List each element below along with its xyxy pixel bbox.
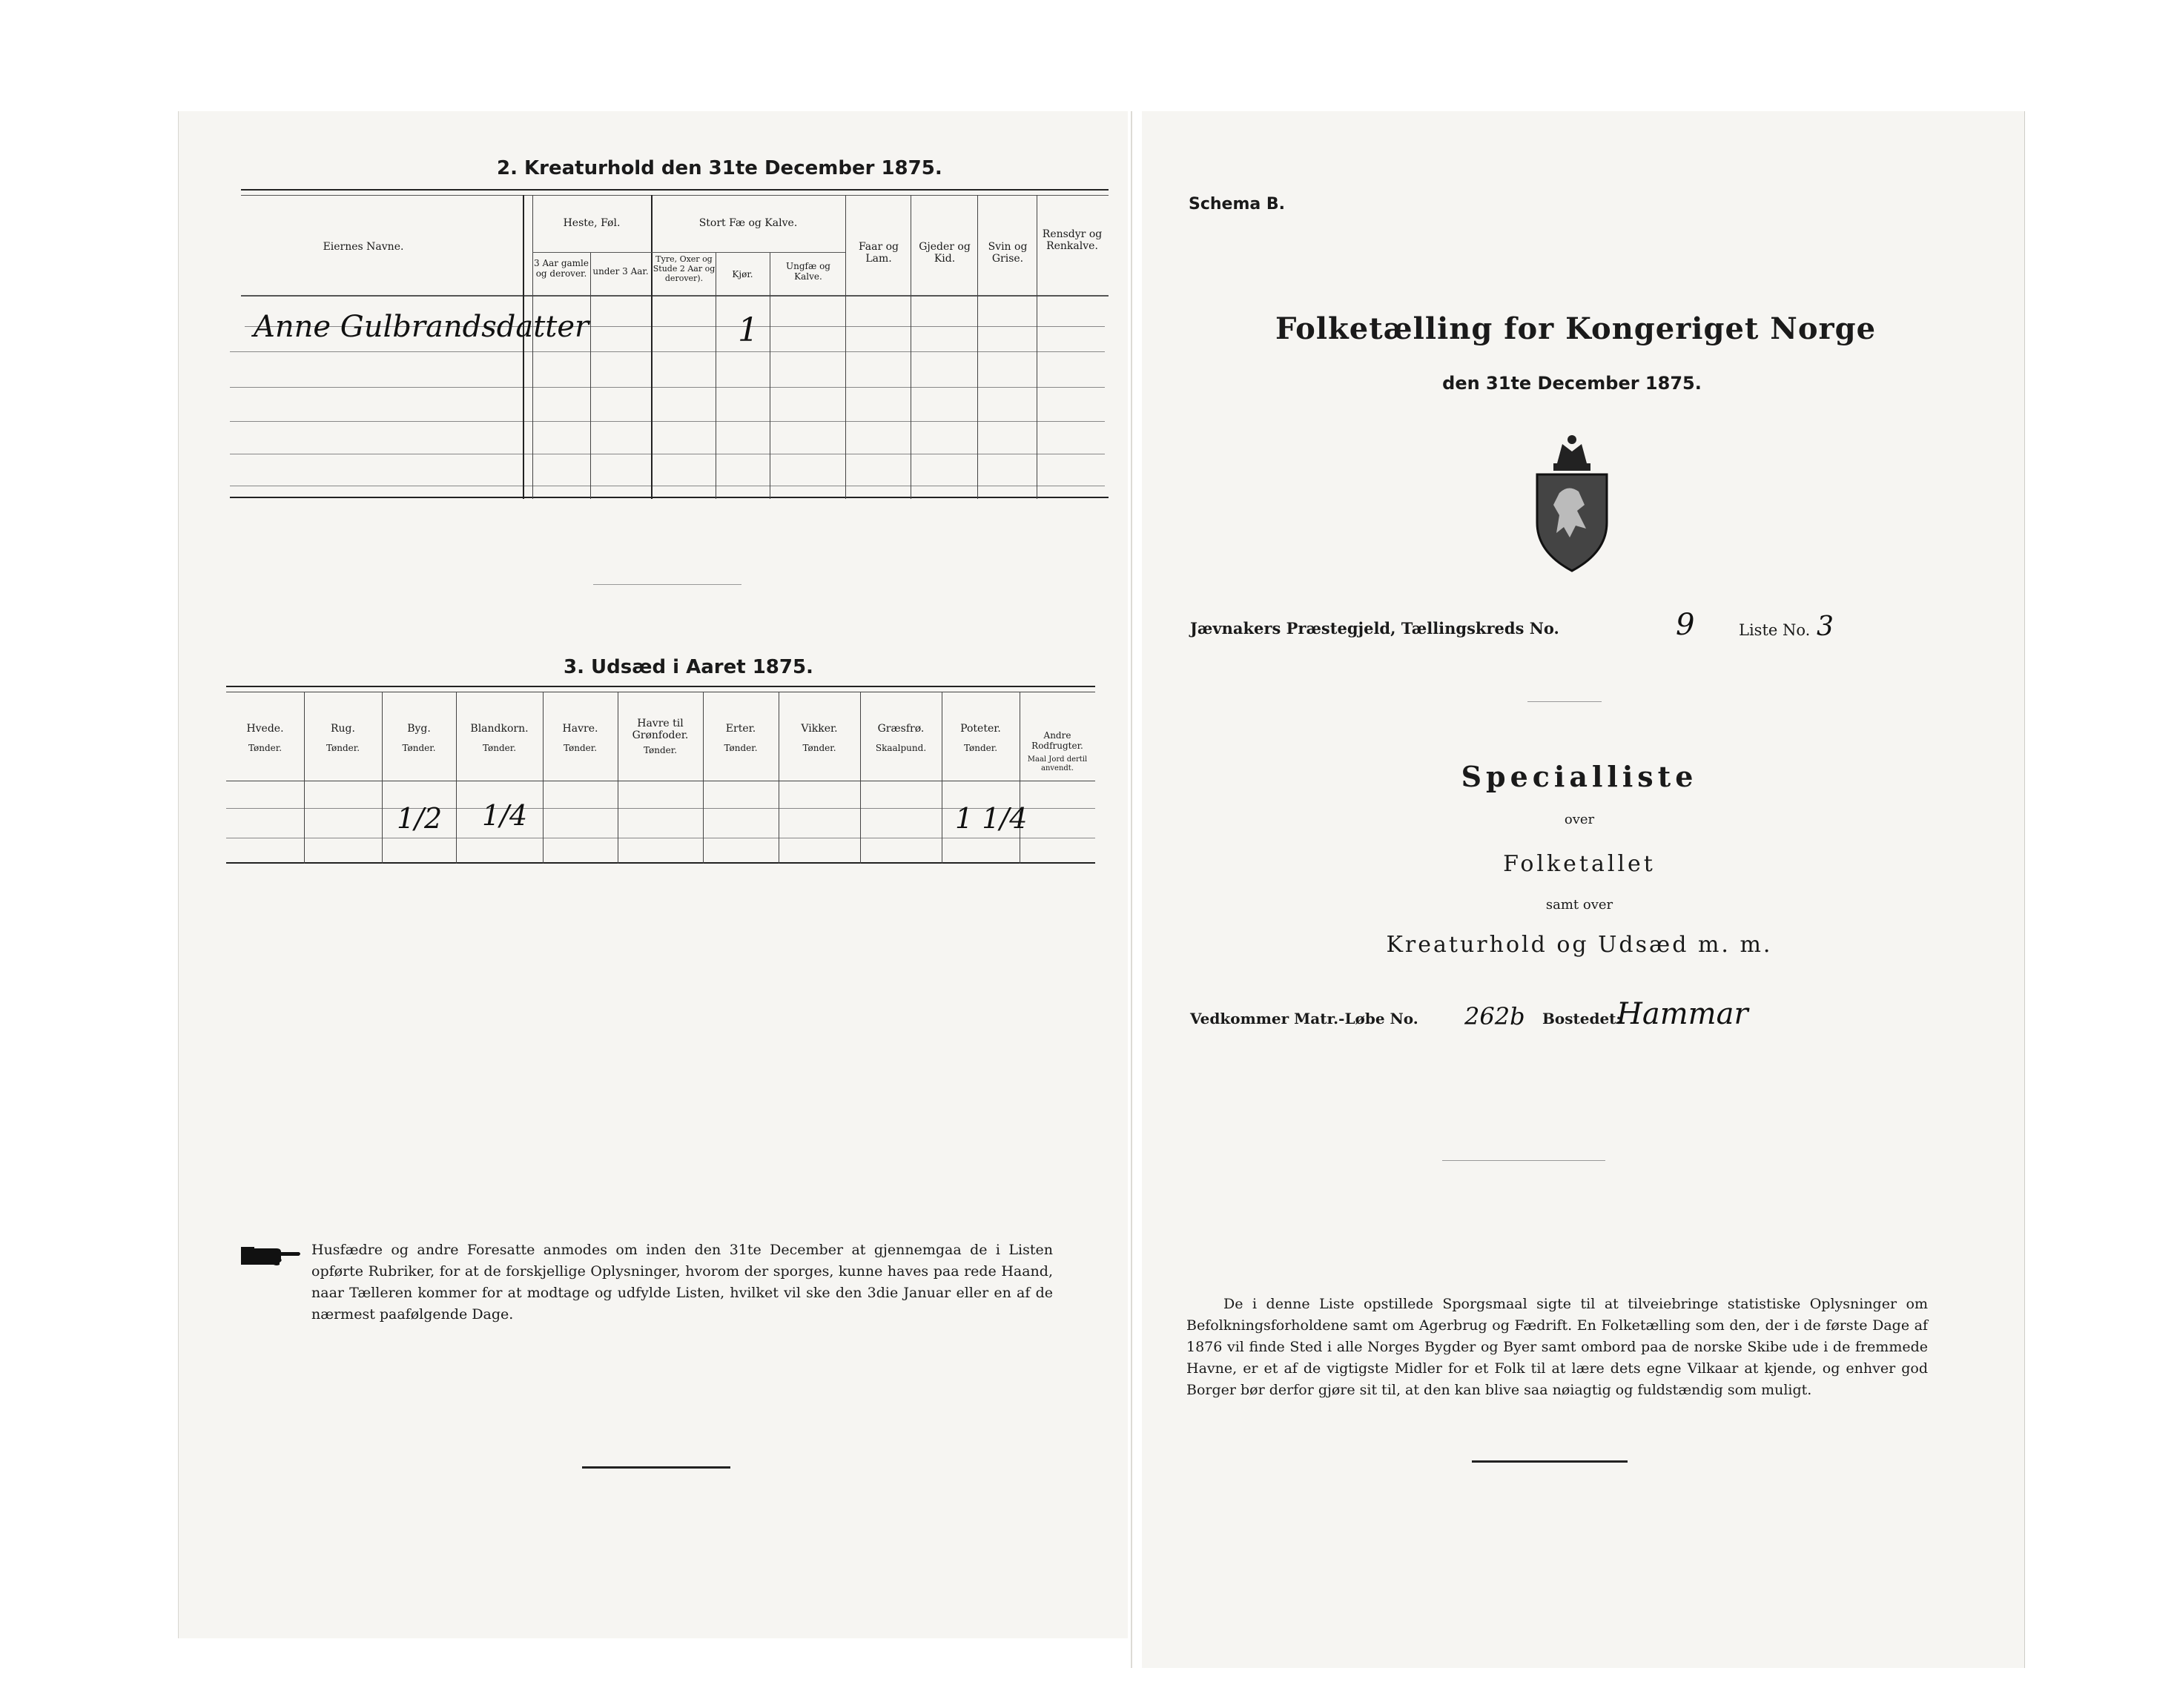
reindeer-header: Rensdyr og Renkalve. xyxy=(1042,228,1103,252)
parish-line: Jævnakers Præstegjeld, Tællingskreds No. xyxy=(1190,619,1559,638)
young-cattle-header: Ungfæ og Kalve. xyxy=(786,261,830,282)
seed-header-havre: Havre. xyxy=(562,723,598,735)
coat-of-arms-icon xyxy=(1524,434,1620,575)
cows-count-entry: 1 xyxy=(738,311,759,349)
over-label: over xyxy=(1564,812,1595,827)
seed-unit-vikker: Tønder. xyxy=(802,743,836,753)
livestock-title: 2. Kreaturhold den 31te December 1875. xyxy=(497,157,942,179)
cows-header: Kjør. xyxy=(732,269,753,279)
folketallet-title: Folketallet xyxy=(1503,851,1656,877)
blandkorn-entry: 1/4 xyxy=(482,799,528,832)
divider xyxy=(1527,701,1602,702)
bottom-rule-right xyxy=(1472,1460,1628,1463)
seed-unit-hvede: Tønder. xyxy=(248,743,283,753)
liste-label: Liste No. xyxy=(1739,621,1811,639)
bosted-label: Bostedet: xyxy=(1542,1010,1622,1027)
kreaturhold-title: Kreaturhold og Udsæd m. m. xyxy=(1386,932,1773,958)
horses-under3-header: under 3 Aar. xyxy=(592,266,649,277)
census-title: Folketælling for Kongeriget Norge xyxy=(1275,311,1877,346)
sheep-header: Faar og Lam. xyxy=(859,241,899,265)
seed-title: 3. Udsæd i Aaret 1875. xyxy=(564,656,813,678)
seed-header-poteter: Poteter. xyxy=(960,723,1001,735)
seed-unit-blandkorn: Tønder. xyxy=(482,743,517,753)
seed-unit-gronfoder: Tønder. xyxy=(643,745,678,755)
cattle-group-header: Stort Fæ og Kalve. xyxy=(698,217,798,229)
page-fold xyxy=(1131,111,1132,1668)
census-date: den 31te December 1875. xyxy=(1442,373,1702,394)
seed-unit-byg: Tønder. xyxy=(402,743,436,753)
seed-unit-poteter: Tønder. xyxy=(963,743,998,753)
divider xyxy=(1442,1160,1605,1161)
seed-header-byg: Byg. xyxy=(407,723,431,735)
seed-header-blandkorn: Blandkorn. xyxy=(470,723,529,735)
schema-label: Schema B. xyxy=(1189,195,1286,214)
goats-header: Gjeder og Kid. xyxy=(919,241,971,265)
bulls-header: Tyre, Oxer og Stude 2 Aar og derover). xyxy=(653,254,716,283)
seed-header-gronfoder: Havre til Grønfoder. xyxy=(632,718,689,741)
owner-name-entry: Anne Gulbrandsdatter xyxy=(254,310,589,344)
seed-header-rodfrugter: Andre Rodfrugter. xyxy=(1031,730,1083,751)
seed-unit-rug: Tønder. xyxy=(326,743,360,753)
seed-header-erter: Erter. xyxy=(725,723,756,735)
matr-label: Vedkommer Matr.-Løbe No. xyxy=(1190,1010,1418,1027)
matr-number: 262b xyxy=(1464,1002,1525,1030)
seed-header-hvede: Hvede. xyxy=(246,723,284,735)
kreds-number: 9 xyxy=(1676,608,1695,642)
seed-unit-graesfro: Skaalpund. xyxy=(875,743,927,753)
poteter-entry: 1 1/4 xyxy=(955,802,1028,835)
pigs-header: Svin og Grise. xyxy=(988,241,1028,265)
footer-text: De i denne Liste opstillede Sporgsmaal sigte til at tilveiebringe statistiske Oplysninger om Befolkningsforholdene samt om Agerbrug og Fædrift. En Folketælling som den, der i de første Dage af 1876 vil finde Sted i alle Norges Bygder og Byer samt ombord paa de norske Skibe ude i de fremmede Havne, er et af de vigtigste Midler for et Folk til at lære dets egne Vilkaar at kjende, og enhver god Borger bør derfor gjøre sit til, at den kan blive saa nøiagtig og fuldstændig som muligt. xyxy=(1186,1296,1928,1398)
liste-number: 3 xyxy=(1817,612,1834,642)
owner-column-header: Eiernes Navne. xyxy=(323,241,404,253)
seed-unit-havre: Tønder. xyxy=(563,743,598,753)
seed-header-graesfro: Græsfrø. xyxy=(877,723,925,735)
bottom-rule-left xyxy=(582,1466,730,1469)
seed-header-rug: Rug. xyxy=(331,723,355,735)
pointing-hand-icon xyxy=(241,1244,302,1268)
byg-entry: 1/2 xyxy=(397,802,443,835)
seed-header-vikker: Vikker. xyxy=(801,723,838,735)
seed-unit-erter: Tønder. xyxy=(724,743,758,753)
instructions-notice: Husfædre og andre Foresatte anmodes om inden den 31te December at gjennemgaa de i Listen opførte Rubriker, for at de forskjellige Oplysninger, hvorom der sporges, kunne haves paa rede Haand, naar Tælleren kommer for at modtage og udfylde Listen, hvilket vil ske den 3die Januar eller en af de nærmest paafølgende Dage. xyxy=(311,1242,1053,1323)
horses-group-header: Heste, Føl. xyxy=(563,217,621,229)
divider xyxy=(593,584,741,585)
bosted-name: Hammar xyxy=(1616,997,1748,1031)
samt-over-label: samt over xyxy=(1545,897,1613,913)
seed-unit-rodfrugter: Maal Jord dertil anvendt. xyxy=(1027,755,1088,772)
specialliste-title: Specialliste xyxy=(1461,760,1698,793)
horses-3up-header: 3 Aar gamle og derover. xyxy=(534,258,589,279)
